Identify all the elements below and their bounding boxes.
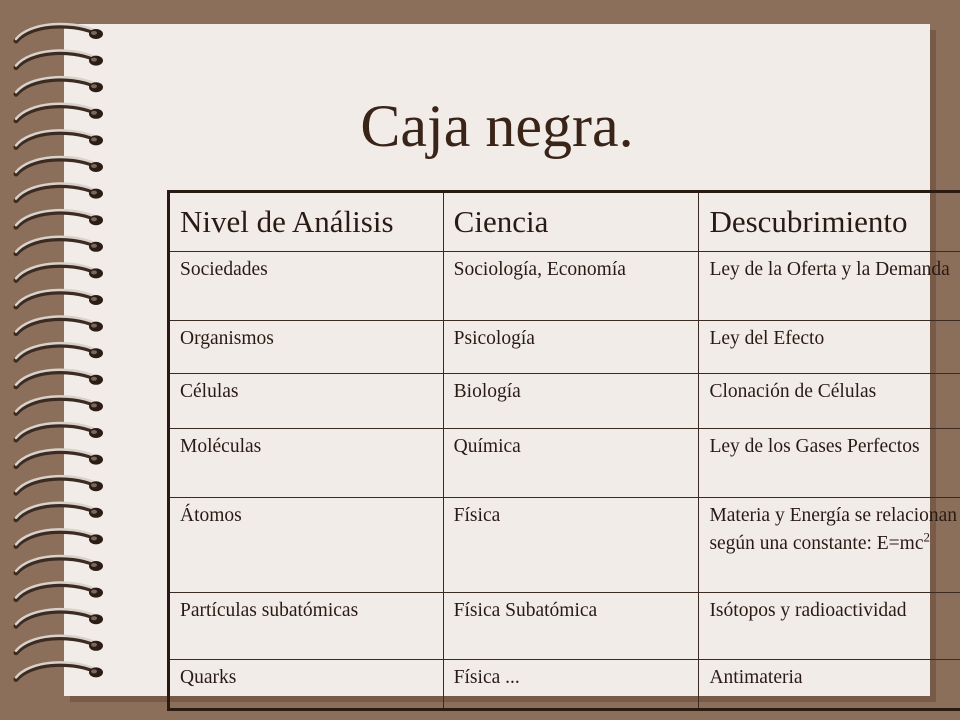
cell-discovery: Clonación de Células	[699, 374, 960, 429]
cell-level: Organismos	[169, 321, 444, 374]
spiral-ring-icon	[16, 396, 103, 413]
header-science: Ciencia	[443, 192, 699, 252]
cell-science: Psicología	[443, 321, 699, 374]
spiral-ring-icon	[16, 556, 103, 573]
spiral-ring-icon	[16, 529, 103, 546]
cell-science: Biología	[443, 374, 699, 429]
cell-discovery: Antimateria	[699, 660, 960, 710]
spiral-ring-icon	[16, 583, 103, 600]
header-level: Nivel de Análisis	[169, 192, 444, 252]
spiral-ring-icon	[16, 77, 103, 94]
spiral-ring-icon	[16, 130, 103, 147]
spiral-binding-icon	[10, 22, 106, 702]
science-table	[167, 190, 960, 711]
notebook-page	[64, 24, 958, 696]
spiral-ring-icon	[16, 370, 103, 387]
spiral-ring-icon	[16, 476, 103, 493]
table-row	[169, 321, 960, 374]
spiral-ring-icon	[16, 503, 103, 520]
cell-discovery: Ley de la Oferta y la Demanda	[699, 252, 960, 321]
cell-discovery: Isótopos y radioactividad	[699, 593, 960, 660]
cell-science: Física	[443, 498, 699, 593]
spiral-ring-icon	[16, 263, 103, 280]
header-discovery: Descubrimiento	[699, 192, 960, 252]
cell-discovery	[699, 498, 960, 593]
cell-discovery: Ley de los Gases Perfectos	[699, 429, 960, 498]
cell-discovery: Ley del Efecto	[699, 321, 960, 374]
table-row	[169, 660, 960, 710]
table-header-row	[169, 192, 960, 252]
table-row	[169, 374, 960, 429]
cell-discovery-text: Materia y Energía se relacionan según una constante: E=mc	[709, 505, 958, 554]
cell-level: Quarks	[169, 660, 444, 710]
cell-level: Sociedades	[169, 252, 444, 321]
table-row	[169, 498, 960, 593]
spiral-ring-icon	[16, 450, 103, 467]
cell-science: Sociología, Economía	[443, 252, 699, 321]
spiral-ring-icon	[16, 237, 103, 254]
spiral-ring-icon	[16, 24, 103, 41]
cell-level: Átomos	[169, 498, 444, 593]
cell-level: Partículas subatómicas	[169, 593, 444, 660]
table-row	[169, 429, 960, 498]
spiral-ring-icon	[16, 157, 103, 174]
cell-science: Física ...	[443, 660, 699, 710]
spiral-ring-icon	[16, 104, 103, 121]
spiral-ring-icon	[16, 423, 103, 440]
spiral-ring-icon	[16, 290, 103, 307]
spiral-ring-icon	[16, 51, 103, 68]
spiral-ring-icon	[16, 184, 103, 201]
superscript-exponent: 2	[923, 529, 930, 545]
table-row	[169, 252, 960, 321]
cell-level: Moléculas	[169, 429, 444, 498]
spiral-ring-icon	[16, 343, 103, 360]
table-row	[169, 593, 960, 660]
spiral-ring-icon	[16, 636, 103, 653]
spiral-ring-icon	[16, 609, 103, 626]
spiral-ring-icon	[16, 317, 103, 334]
cell-science: Química	[443, 429, 699, 498]
cell-science: Física Subatómica	[443, 593, 699, 660]
cell-level: Células	[169, 374, 444, 429]
slide-title: Caja negra.	[360, 93, 634, 159]
spiral-ring-icon	[16, 662, 103, 679]
spiral-ring-icon	[16, 210, 103, 227]
